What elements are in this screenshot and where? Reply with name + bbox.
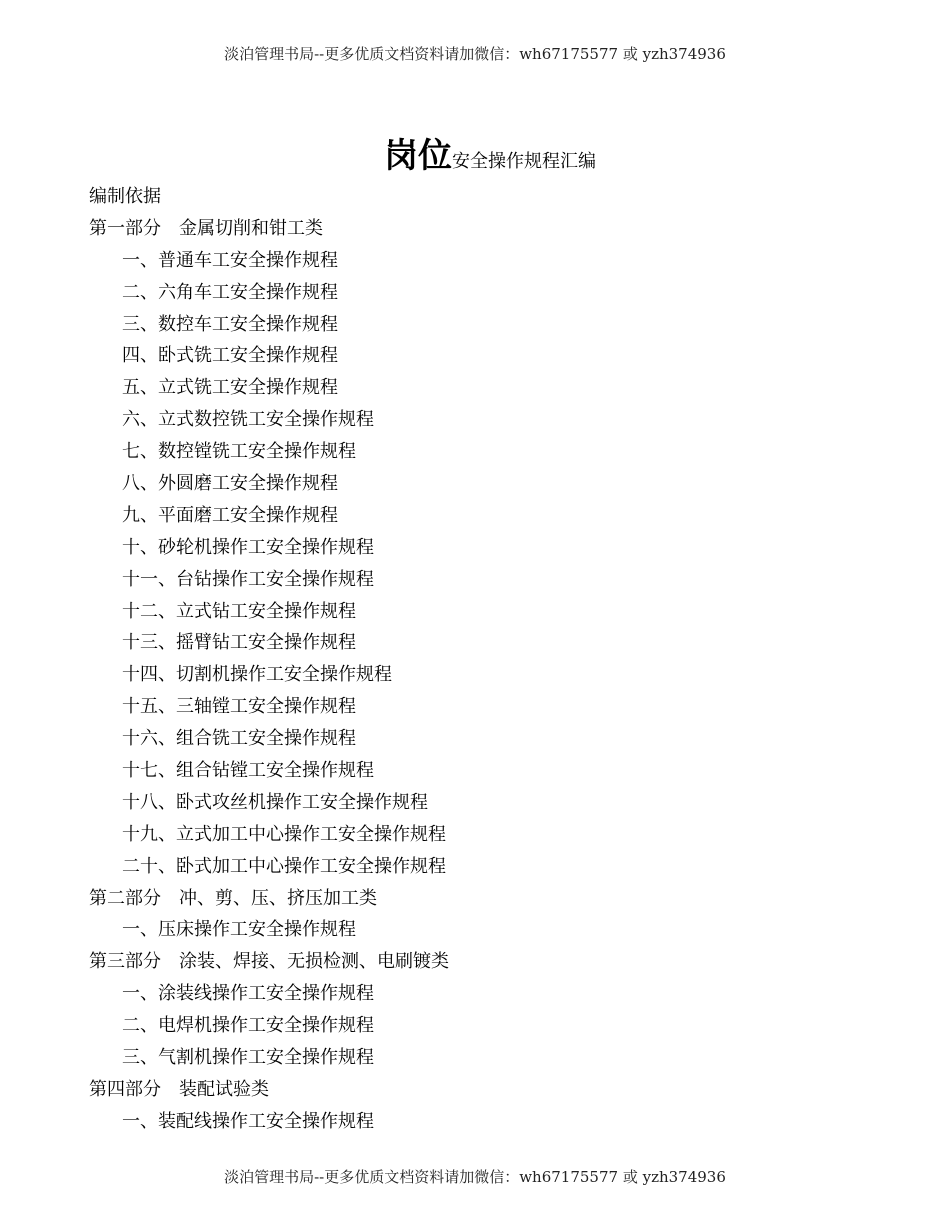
- toc-entry: 十四、切割机操作工安全操作规程: [122, 664, 392, 686]
- toc-section-heading: 编制依据: [89, 186, 161, 207]
- toc-entry: 十七、组合钻镗工安全操作规程: [122, 760, 374, 782]
- running-footer: 淡泊管理书局--更多优质文档资料请加微信：wh67175577 或 yzh374936: [224, 1168, 726, 1186]
- toc-entry: 一、涂装线操作工安全操作规程: [122, 983, 374, 1005]
- toc-entry: 二、电焊机操作工安全操作规程: [122, 1015, 374, 1037]
- document-title: [0, 128, 950, 177]
- toc-entry: 十九、立式加工中心操作工安全操作规程: [122, 823, 446, 845]
- toc-entry: 十六、组合铣工安全操作规程: [122, 728, 356, 750]
- toc-entry: 四、卧式铣工安全操作规程: [122, 345, 338, 367]
- toc-entry: 十五、三轴镗工安全操作规程: [122, 696, 356, 718]
- toc-entry: 一、压床操作工安全操作规程: [122, 919, 356, 941]
- toc-entry: 二、六角车工安全操作规程: [122, 281, 338, 303]
- toc-entry: 七、数控镗铣工安全操作规程: [122, 441, 356, 463]
- toc-section-heading: 第三部分 涂装、焊接、无损检测、电刷镀类: [89, 951, 449, 973]
- table-of-contents: [89, 181, 889, 1138]
- document-title-sub: 安全操作规程汇编: [452, 151, 596, 172]
- toc-entry: 三、气割机操作工安全操作规程: [122, 1047, 374, 1069]
- toc-entry: 十八、卧式攻丝机操作工安全操作规程: [122, 791, 428, 813]
- toc-entry: 一、普通车工安全操作规程: [122, 249, 338, 271]
- toc-entry: 一、装配线操作工安全操作规程: [122, 1110, 374, 1132]
- toc-section-heading: 第一部分 金属切削和钳工类: [89, 217, 323, 239]
- toc-section-heading: 第四部分 装配试验类: [89, 1078, 269, 1100]
- toc-entry: 十三、摇臂钻工安全操作规程: [122, 632, 356, 654]
- toc-entry: 十、砂轮机操作工安全操作规程: [122, 536, 374, 558]
- toc-entry: 六、立式数控铣工安全操作规程: [122, 409, 374, 431]
- document-title-main: 岗位: [384, 136, 452, 176]
- toc-section-heading: 第二部分 冲、剪、压、挤压加工类: [89, 887, 377, 909]
- toc-entry: 十一、台钻操作工安全操作规程: [122, 568, 374, 590]
- toc-entry: 三、数控车工安全操作规程: [122, 313, 338, 335]
- toc-entry: 五、立式铣工安全操作规程: [122, 377, 338, 399]
- running-header: 淡泊管理书局--更多优质文档资料请加微信：wh67175577 或 yzh374936: [224, 45, 726, 63]
- toc-entry: 八、外圆磨工安全操作规程: [122, 473, 338, 495]
- toc-entry: 二十、卧式加工中心操作工安全操作规程: [122, 855, 446, 877]
- toc-entry: 九、平面磨工安全操作规程: [122, 504, 338, 526]
- toc-entry: 十二、立式钻工安全操作规程: [122, 600, 356, 622]
